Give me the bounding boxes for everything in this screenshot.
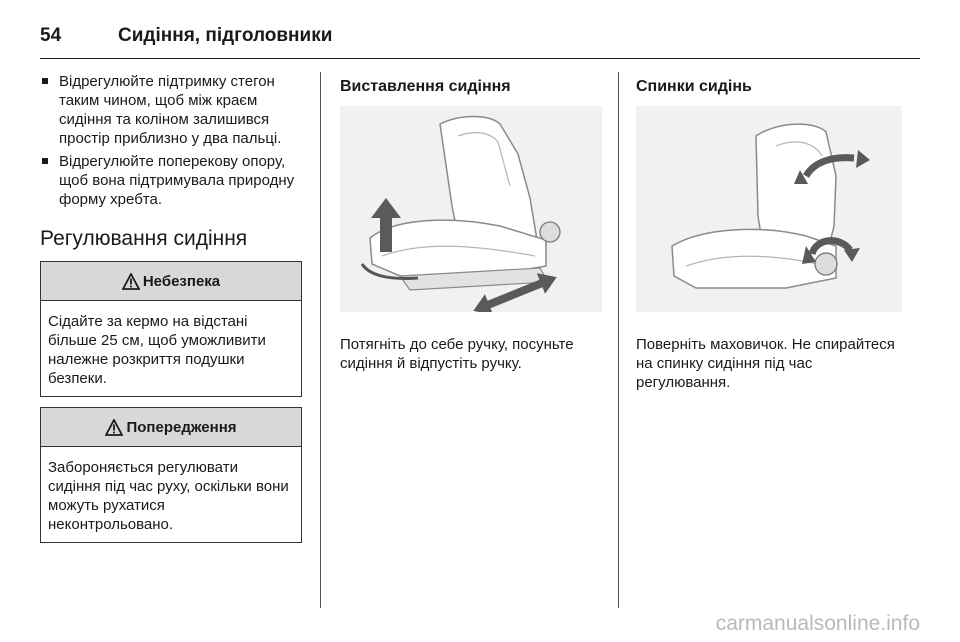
- bullet-list: [40, 72, 302, 209]
- middle-column: [340, 72, 602, 373]
- sub-heading: Виставлення сидіння: [340, 78, 511, 95]
- column-divider: [618, 72, 619, 608]
- page-header: [40, 14, 920, 59]
- danger-label: Небезпека: [142, 272, 221, 290]
- warning-triangle-icon: [105, 419, 123, 436]
- left-column: [40, 72, 302, 553]
- page-title: Сидіння, підголовники: [118, 25, 333, 46]
- backrest-adjust-illustration: [636, 106, 902, 312]
- watermark: carmanualsonline.info: [715, 612, 920, 635]
- caption: Поверніть маховичок. Не спирайтеся на спинку сидіння під час регулювання.: [636, 336, 895, 391]
- section-heading: Регулювання сидіння: [40, 227, 248, 250]
- page-number: 54: [40, 25, 62, 46]
- danger-text: Сідайте за кермо на відстані більше 25 см, щоб уможливити належне розкриття подушки безпеки.: [48, 313, 266, 387]
- warning-label: Попередження: [126, 418, 237, 436]
- list-item: Відрегулюйте поперекову опору, щоб вона підтримувала природну форму хребта.: [40, 152, 302, 209]
- sub-heading: Спинки сидінь: [636, 78, 752, 95]
- list-item: Відрегулюйте підтримку стегон таким чином, щоб між краєм сидіння та коліном залишився простір приблизно у два пальці.: [40, 72, 302, 148]
- warning-triangle-icon: [122, 273, 140, 290]
- seat-position-illustration: [340, 106, 602, 312]
- right-column: [636, 72, 906, 392]
- warning-text: Забороняється регулювати сидіння під час руху, оскільки вони можуть рухатися неконтрольовано.: [48, 459, 289, 533]
- danger-notice: [40, 261, 302, 397]
- caption: Потягніть до себе ручку, посуньте сидіння й відпустіть ручку.: [340, 336, 574, 372]
- warning-notice: [40, 407, 302, 543]
- column-divider: [320, 72, 321, 608]
- warning-notice-header: [41, 408, 301, 447]
- danger-notice-header: [41, 262, 301, 301]
